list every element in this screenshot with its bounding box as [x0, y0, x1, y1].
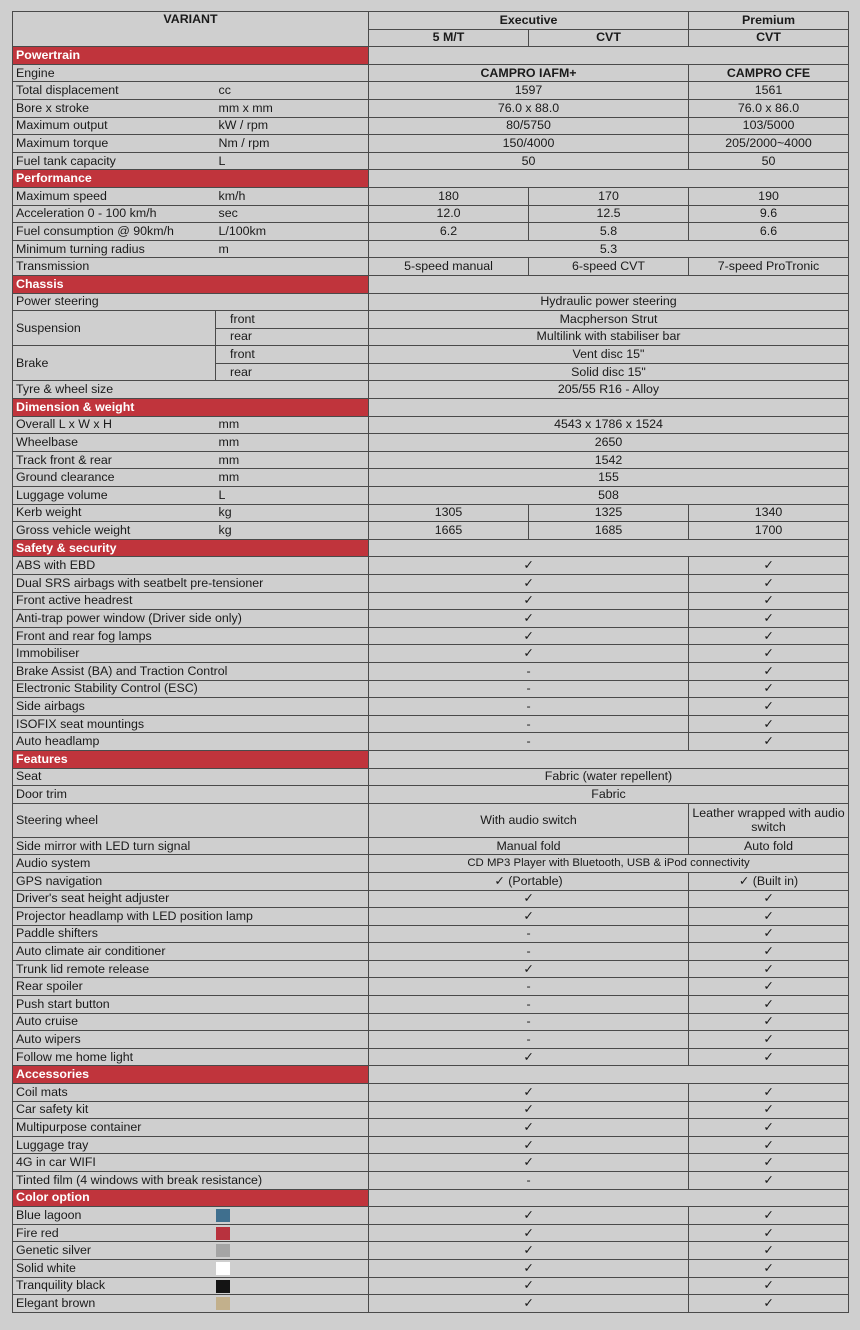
spec-unit: kg	[216, 522, 369, 540]
spec-row	[13, 223, 849, 241]
spec-value-exec: 150/4000	[369, 135, 689, 153]
color-row	[13, 1224, 849, 1242]
spec-value-prem: ✓ (Built in)	[689, 872, 849, 890]
spec-label: Multipurpose container	[13, 1119, 369, 1137]
spec-value-exec: ✓ (Portable)	[369, 872, 689, 890]
section-color-option: Color option	[13, 1189, 369, 1207]
spec-row	[13, 837, 849, 855]
section-performance: Performance	[13, 170, 369, 188]
spec-value-exec: -	[369, 1013, 689, 1031]
spec-label: Engine	[13, 64, 216, 82]
premium-cvt-header: CVT	[689, 29, 849, 47]
spec-row	[13, 381, 849, 399]
spec-label: Fuel consumption @ 90km/h	[13, 223, 216, 241]
color-row	[13, 1207, 849, 1225]
spec-row	[13, 698, 849, 716]
spec-value-exec: Manual fold	[369, 837, 689, 855]
spec-label: Brake Assist (BA) and Traction Control	[13, 662, 369, 680]
spec-value-prem: 1561	[689, 82, 849, 100]
spec-row	[13, 293, 849, 311]
spec-label: GPS navigation	[13, 872, 369, 890]
spec-value-exec: ✓	[369, 908, 689, 926]
spec-label: Projector headlamp with LED position lamp	[13, 908, 369, 926]
spec-value-exec: 1597	[369, 82, 689, 100]
color-swatch	[216, 1244, 230, 1257]
spec-value-prem: ✓	[689, 1031, 849, 1049]
spec-label: Seat	[13, 768, 369, 786]
spec-value-prem: ✓	[689, 1172, 849, 1190]
spec-value-exec: ✓	[369, 1277, 689, 1295]
spec-value-prem: ✓	[689, 943, 849, 961]
spec-label: Audio system	[13, 855, 369, 873]
spec-value-exec: -	[369, 978, 689, 996]
spec-label: Minimum turning radius	[13, 240, 216, 258]
spec-value-prem: 1340	[689, 504, 849, 522]
color-label: Fire red	[13, 1224, 216, 1242]
color-label: Blue lagoon	[13, 1207, 216, 1225]
spec-value-exec: ✓	[369, 1295, 689, 1313]
spec-label: Wheelbase	[13, 434, 216, 452]
spec-row	[13, 135, 849, 153]
spec-row	[13, 469, 849, 487]
spec-value-exec: ✓	[369, 645, 689, 663]
spec-value-prem: ✓	[689, 645, 849, 663]
spec-label: Luggage volume	[13, 487, 216, 505]
spec-row	[13, 645, 849, 663]
spec-unit: Nm / rpm	[216, 135, 369, 153]
spec-value-exec: -	[369, 996, 689, 1014]
spec-row	[13, 99, 849, 117]
color-label: Elegant brown	[13, 1295, 216, 1313]
spec-row	[13, 152, 849, 170]
spec-sub-label: front	[216, 311, 369, 329]
spec-value-prem: ✓	[689, 1048, 849, 1066]
spec-value-prem: CAMPRO CFE	[689, 64, 849, 82]
spec-value-prem: ✓	[689, 715, 849, 733]
spec-value-exec: -	[369, 943, 689, 961]
section-row	[13, 539, 849, 557]
spec-label: Transmission	[13, 258, 216, 276]
spec-row	[13, 592, 849, 610]
spec-value-prem: ✓	[689, 1207, 849, 1225]
spec-label: Electronic Stability Control (ESC)	[13, 680, 369, 698]
spec-row	[13, 258, 849, 276]
spec-unit	[216, 258, 369, 276]
spec-row	[13, 943, 849, 961]
spec-value-prem: 6.6	[689, 223, 849, 241]
spec-value-prem: ✓	[689, 1277, 849, 1295]
color-swatch	[216, 1280, 230, 1293]
spec-row	[13, 416, 849, 434]
spec-unit: L	[216, 487, 369, 505]
spec-row	[13, 978, 849, 996]
spec-row	[13, 960, 849, 978]
spec-label: Maximum speed	[13, 187, 216, 205]
spec-value-prem: ✓	[689, 890, 849, 908]
spec-label: Ground clearance	[13, 469, 216, 487]
spec-value-prem: ✓	[689, 575, 849, 593]
spec-value-exec: 80/5750	[369, 117, 689, 135]
spec-label: 4G in car WIFI	[13, 1154, 369, 1172]
spec-label: Trunk lid remote release	[13, 960, 369, 978]
spec-value-cvt: 170	[529, 187, 689, 205]
spec-value-prem: ✓	[689, 592, 849, 610]
spec-label: Front active headrest	[13, 592, 369, 610]
spec-value-cvt: 6-speed CVT	[529, 258, 689, 276]
spec-value-all: Multilink with stabiliser bar	[369, 328, 849, 346]
spec-row	[13, 1048, 849, 1066]
spec-row	[13, 733, 849, 751]
spec-row	[13, 627, 849, 645]
spec-label: Tinted film (4 windows with break resistance)	[13, 1172, 369, 1190]
spec-row	[13, 610, 849, 628]
spec-unit: kg	[216, 504, 369, 522]
spec-unit: km/h	[216, 187, 369, 205]
spec-value-prem: ✓	[689, 1084, 849, 1102]
spec-value-all: Solid disc 15"	[369, 363, 849, 381]
spec-label: Power steering	[13, 293, 369, 311]
spec-row	[13, 575, 849, 593]
spec-value-all: 2650	[369, 434, 849, 452]
spec-value-prem: ✓	[689, 698, 849, 716]
spec-sub-label: front	[216, 346, 369, 364]
section-chassis: Chassis	[13, 275, 369, 293]
spec-value-mt: 180	[369, 187, 529, 205]
spec-value-exec: -	[369, 680, 689, 698]
spec-value-exec: ✓	[369, 610, 689, 628]
spec-unit	[216, 64, 369, 82]
spec-label: Auto climate air conditioner	[13, 943, 369, 961]
spec-value-prem: ✓	[689, 1101, 849, 1119]
spec-row	[13, 1084, 849, 1102]
spec-row	[13, 451, 849, 469]
spec-label: Driver's seat height adjuster	[13, 890, 369, 908]
spec-label: Car safety kit	[13, 1101, 369, 1119]
spec-row	[13, 346, 849, 364]
spec-label: Paddle shifters	[13, 925, 369, 943]
spec-value-exec: -	[369, 715, 689, 733]
spec-value-exec: -	[369, 698, 689, 716]
spec-value-exec: ✓	[369, 1242, 689, 1260]
spec-value-exec: ✓	[369, 592, 689, 610]
spec-row	[13, 504, 849, 522]
spec-row	[13, 908, 849, 926]
color-label: Genetic silver	[13, 1242, 216, 1260]
spec-value-exec: ✓	[369, 890, 689, 908]
spec-value-prem: 50	[689, 152, 849, 170]
spec-value-prem: ✓	[689, 1224, 849, 1242]
spec-value-exec: -	[369, 733, 689, 751]
section-row	[13, 275, 849, 293]
spec-value-prem: ✓	[689, 1119, 849, 1137]
mt-header: 5 M/T	[369, 29, 529, 47]
spec-row	[13, 1172, 849, 1190]
spec-row	[13, 240, 849, 258]
spec-unit: mm	[216, 469, 369, 487]
spec-row	[13, 768, 849, 786]
spec-value-exec: 50	[369, 152, 689, 170]
spec-value-prem: ✓	[689, 680, 849, 698]
color-label: Tranquility black	[13, 1277, 216, 1295]
spec-row	[13, 855, 849, 873]
color-row	[13, 1277, 849, 1295]
spec-label: Push start button	[13, 996, 369, 1014]
spec-value-mt: 5-speed manual	[369, 258, 529, 276]
spec-row	[13, 311, 849, 329]
section-row	[13, 170, 849, 188]
color-swatch	[216, 1209, 230, 1222]
spec-value-prem: ✓	[689, 610, 849, 628]
spec-label: Coil mats	[13, 1084, 369, 1102]
spec-row	[13, 434, 849, 452]
section-safety: Safety & security	[13, 539, 369, 557]
spec-row	[13, 803, 849, 837]
spec-value-all: 5.3	[369, 240, 849, 258]
spec-row	[13, 64, 849, 82]
spec-table	[12, 11, 849, 1313]
spec-row	[13, 557, 849, 575]
spec-sheet	[12, 11, 848, 1313]
spec-unit: kW / rpm	[216, 117, 369, 135]
spec-row	[13, 996, 849, 1014]
spec-label: Follow me home light	[13, 1048, 369, 1066]
spec-label: Auto cruise	[13, 1013, 369, 1031]
spec-value-all: Fabric (water repellent)	[369, 768, 849, 786]
spec-value-prem: 205/2000~4000	[689, 135, 849, 153]
spec-value-prem: ✓	[689, 1136, 849, 1154]
spec-label: Door trim	[13, 786, 369, 804]
section-row	[13, 399, 849, 417]
spec-value-cvt: 1685	[529, 522, 689, 540]
spec-row	[13, 715, 849, 733]
spec-value-prem: ✓	[689, 1259, 849, 1277]
spec-unit: mm	[216, 451, 369, 469]
spec-value-all: 1542	[369, 451, 849, 469]
spec-value-all: 155	[369, 469, 849, 487]
color-swatch	[216, 1262, 230, 1275]
spec-value-exec: ✓	[369, 1207, 689, 1225]
spec-value-mt: 6.2	[369, 223, 529, 241]
variant-header: VARIANT	[13, 12, 369, 47]
spec-row	[13, 925, 849, 943]
spec-value-prem: Leather wrapped with audio switch	[689, 803, 849, 837]
spec-value-all: 508	[369, 487, 849, 505]
spec-value-exec: ✓	[369, 1224, 689, 1242]
spec-row	[13, 872, 849, 890]
executive-header: Executive	[369, 12, 689, 30]
color-label: Solid white	[13, 1259, 216, 1277]
spec-label: Track front & rear	[13, 451, 216, 469]
spec-label: ABS with EBD	[13, 557, 369, 575]
spec-value-exec: ✓	[369, 627, 689, 645]
spec-row	[13, 890, 849, 908]
spec-value-all: Vent disc 15"	[369, 346, 849, 364]
spec-row	[13, 1013, 849, 1031]
spec-label: Gross vehicle weight	[13, 522, 216, 540]
cvt-header: CVT	[529, 29, 689, 47]
spec-label: Overall L x W x H	[13, 416, 216, 434]
section-accessories: Accessories	[13, 1066, 369, 1084]
spec-value-prem: ✓	[689, 1242, 849, 1260]
spec-value-cvt: 1325	[529, 504, 689, 522]
section-row	[13, 1189, 849, 1207]
spec-value-exec: With audio switch	[369, 803, 689, 837]
spec-value-exec: ✓	[369, 1048, 689, 1066]
spec-label: Dual SRS airbags with seatbelt pre-tensioner	[13, 575, 369, 593]
spec-value-prem: ✓	[689, 1295, 849, 1313]
spec-value-prem: ✓	[689, 557, 849, 575]
spec-unit: mm	[216, 416, 369, 434]
spec-row	[13, 82, 849, 100]
header-row-1	[13, 12, 849, 30]
spec-row	[13, 187, 849, 205]
spec-value-exec: ✓	[369, 575, 689, 593]
spec-value-exec: ✓	[369, 1259, 689, 1277]
spec-label: Maximum output	[13, 117, 216, 135]
spec-unit: L/100km	[216, 223, 369, 241]
spec-value-mt: 1665	[369, 522, 529, 540]
color-row	[13, 1242, 849, 1260]
spec-value-prem: ✓	[689, 908, 849, 926]
spec-value-exec: ✓	[369, 1119, 689, 1137]
spec-value-prem: 76.0 x 86.0	[689, 99, 849, 117]
spec-label: ISOFIX seat mountings	[13, 715, 369, 733]
spec-value-prem: ✓	[689, 1013, 849, 1031]
section-dimension: Dimension & weight	[13, 399, 369, 417]
spec-value-exec: -	[369, 1031, 689, 1049]
spec-row	[13, 1101, 849, 1119]
spec-value-prem: 190	[689, 187, 849, 205]
spec-row	[13, 786, 849, 804]
spec-row	[13, 1154, 849, 1172]
spec-unit: sec	[216, 205, 369, 223]
color-swatch	[216, 1297, 230, 1310]
spec-label: Immobiliser	[13, 645, 369, 663]
color-row	[13, 1295, 849, 1313]
spec-value-exec: -	[369, 1172, 689, 1190]
spec-row	[13, 487, 849, 505]
spec-sub-label: rear	[216, 363, 369, 381]
section-row	[13, 47, 849, 65]
spec-label: Kerb weight	[13, 504, 216, 522]
spec-value-exec: ✓	[369, 960, 689, 978]
spec-label: Steering wheel	[13, 803, 369, 837]
spec-value-exec: ✓	[369, 1101, 689, 1119]
spec-value-prem: 7-speed ProTronic	[689, 258, 849, 276]
spec-label: Rear spoiler	[13, 978, 369, 996]
spec-value-exec: ✓	[369, 557, 689, 575]
spec-row	[13, 522, 849, 540]
spec-label: Anti-trap power window (Driver side only)	[13, 610, 369, 628]
spec-label: Brake	[13, 346, 216, 381]
spec-label: Auto headlamp	[13, 733, 369, 751]
spec-value-all: Macpherson Strut	[369, 311, 849, 329]
spec-unit: mm	[216, 434, 369, 452]
spec-label: Total displacement	[13, 82, 216, 100]
spec-label: Bore x stroke	[13, 99, 216, 117]
spec-label: Fuel tank capacity	[13, 152, 216, 170]
spec-value-mt: 1305	[369, 504, 529, 522]
spec-label: Front and rear fog lamps	[13, 627, 369, 645]
spec-value-prem: ✓	[689, 662, 849, 680]
spec-label: Side airbags	[13, 698, 369, 716]
premium-header: Premium	[689, 12, 849, 30]
spec-value-all: 205/55 R16 - Alloy	[369, 381, 849, 399]
spec-label: Tyre & wheel size	[13, 381, 369, 399]
spec-value-prem: ✓	[689, 733, 849, 751]
color-row	[13, 1259, 849, 1277]
spec-value-exec: ✓	[369, 1136, 689, 1154]
spec-value-all: CD MP3 Player with Bluetooth, USB & iPod connectivity	[369, 855, 849, 873]
spec-value-exec: -	[369, 925, 689, 943]
spec-row	[13, 205, 849, 223]
spec-value-exec: ✓	[369, 1084, 689, 1102]
spec-value-prem: 9.6	[689, 205, 849, 223]
spec-value-prem: ✓	[689, 960, 849, 978]
section-features: Features	[13, 750, 369, 768]
spec-unit: cc	[216, 82, 369, 100]
spec-value-exec: 76.0 x 88.0	[369, 99, 689, 117]
color-swatch	[216, 1227, 230, 1240]
spec-label: Acceleration 0 - 100 km/h	[13, 205, 216, 223]
spec-value-cvt: 5.8	[529, 223, 689, 241]
spec-value-prem: ✓	[689, 996, 849, 1014]
spec-value-exec: -	[369, 662, 689, 680]
spec-value-mt: 12.0	[369, 205, 529, 223]
spec-value-all: Fabric	[369, 786, 849, 804]
spec-row	[13, 1031, 849, 1049]
spec-value-all: Hydraulic power steering	[369, 293, 849, 311]
spec-value-prem: ✓	[689, 1154, 849, 1172]
section-row	[13, 1066, 849, 1084]
section-row	[13, 750, 849, 768]
spec-label: Suspension	[13, 311, 216, 346]
spec-value-all: 4543 x 1786 x 1524	[369, 416, 849, 434]
spec-label: Auto wipers	[13, 1031, 369, 1049]
spec-value-prem: ✓	[689, 978, 849, 996]
spec-label: Side mirror with LED turn signal	[13, 837, 369, 855]
section-powertrain: Powertrain	[13, 47, 369, 65]
spec-value-exec: CAMPRO IAFM+	[369, 64, 689, 82]
spec-value-exec: ✓	[369, 1154, 689, 1172]
spec-unit: mm x mm	[216, 99, 369, 117]
spec-unit: L	[216, 152, 369, 170]
spec-value-prem: Auto fold	[689, 837, 849, 855]
spec-unit: m	[216, 240, 369, 258]
spec-value-prem: ✓	[689, 925, 849, 943]
spec-value-cvt: 12.5	[529, 205, 689, 223]
spec-row	[13, 1119, 849, 1137]
spec-row	[13, 662, 849, 680]
spec-row	[13, 680, 849, 698]
spec-value-prem: 1700	[689, 522, 849, 540]
spec-label: Maximum torque	[13, 135, 216, 153]
spec-row	[13, 117, 849, 135]
spec-label: Luggage tray	[13, 1136, 369, 1154]
spec-row	[13, 1136, 849, 1154]
spec-value-prem: 103/5000	[689, 117, 849, 135]
spec-sub-label: rear	[216, 328, 369, 346]
spec-value-prem: ✓	[689, 627, 849, 645]
